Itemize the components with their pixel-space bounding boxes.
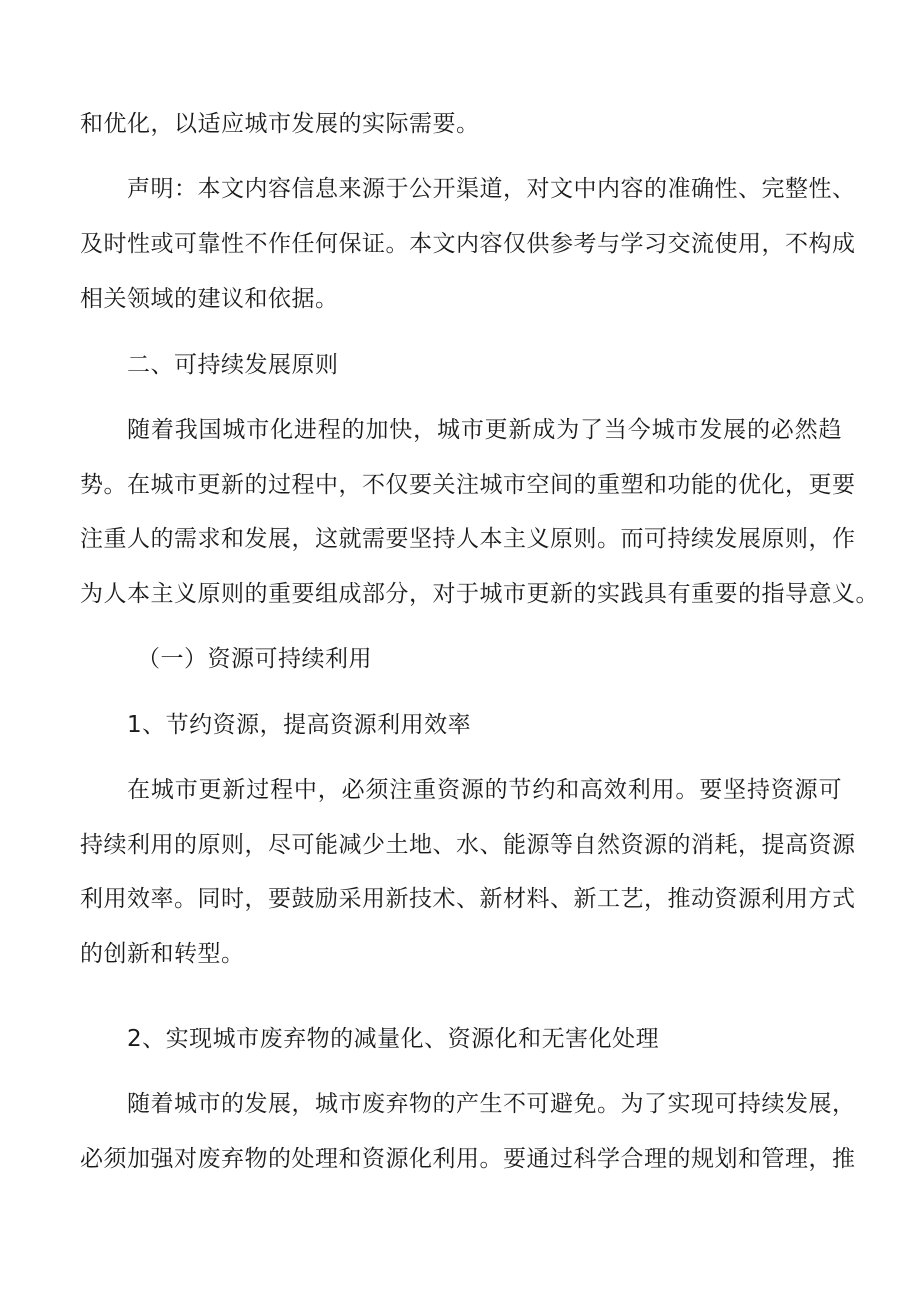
paragraph-line: 势。在城市更新的过程中，不仅要关注城市空间的重塑和功能的优化，更要 xyxy=(80,472,856,498)
paragraph-line: 相关领域的建议和依据。 xyxy=(80,286,339,312)
paragraph-line: 持续利用的原则，尽可能减少土地、水、能源等自然资源的消耗，提高资源 xyxy=(80,832,856,858)
section-heading: 二、可持续发展原则 xyxy=(127,352,339,378)
paragraph-line: 必须加强对废弃物的处理和资源化利用。要通过科学合理的规划和管理，推 xyxy=(80,1146,856,1172)
subsection-heading: （一）资源可持续利用 xyxy=(137,646,372,672)
paragraph-line: 和优化，以适应城市发展的实际需要。 xyxy=(80,111,480,137)
item-heading: 1、节约资源，提高资源利用效率 xyxy=(127,712,472,738)
paragraph-line: 在城市更新过程中，必须注重资源的节约和高效利用。要坚持资源可 xyxy=(127,777,842,803)
paragraph-line: 及时性或可靠性不作任何保证。本文内容仅供参考与学习交流使用，不构成 xyxy=(80,231,856,257)
paragraph-line: 注重人的需求和发展，这就需要坚持人本主义原则。而可持续发展原则，作 xyxy=(80,526,856,552)
paragraph-line: 为人本主义原则的重要组成部分，对于城市更新的实践具有重要的指导意义。 xyxy=(80,581,879,607)
paragraph-line: 随着我国城市化进程的加快，城市更新成为了当今城市发展的必然趋 xyxy=(127,417,842,443)
paragraph-line: 声明：本文内容信息来源于公开渠道，对文中内容的准确性、完整性、 xyxy=(127,176,856,202)
paragraph-line: 随着城市的发展，城市废弃物的产生不可避免。为了实现可持续发展， xyxy=(127,1091,856,1117)
paragraph-line: 的创新和转型。 xyxy=(80,941,245,967)
paragraph-line: 利用效率。同时，要鼓励采用新技术、新材料、新工艺，推动资源利用方式 xyxy=(80,886,856,912)
item-heading: 2、实现城市废弃物的减量化、资源化和无害化处理 xyxy=(127,1026,660,1052)
